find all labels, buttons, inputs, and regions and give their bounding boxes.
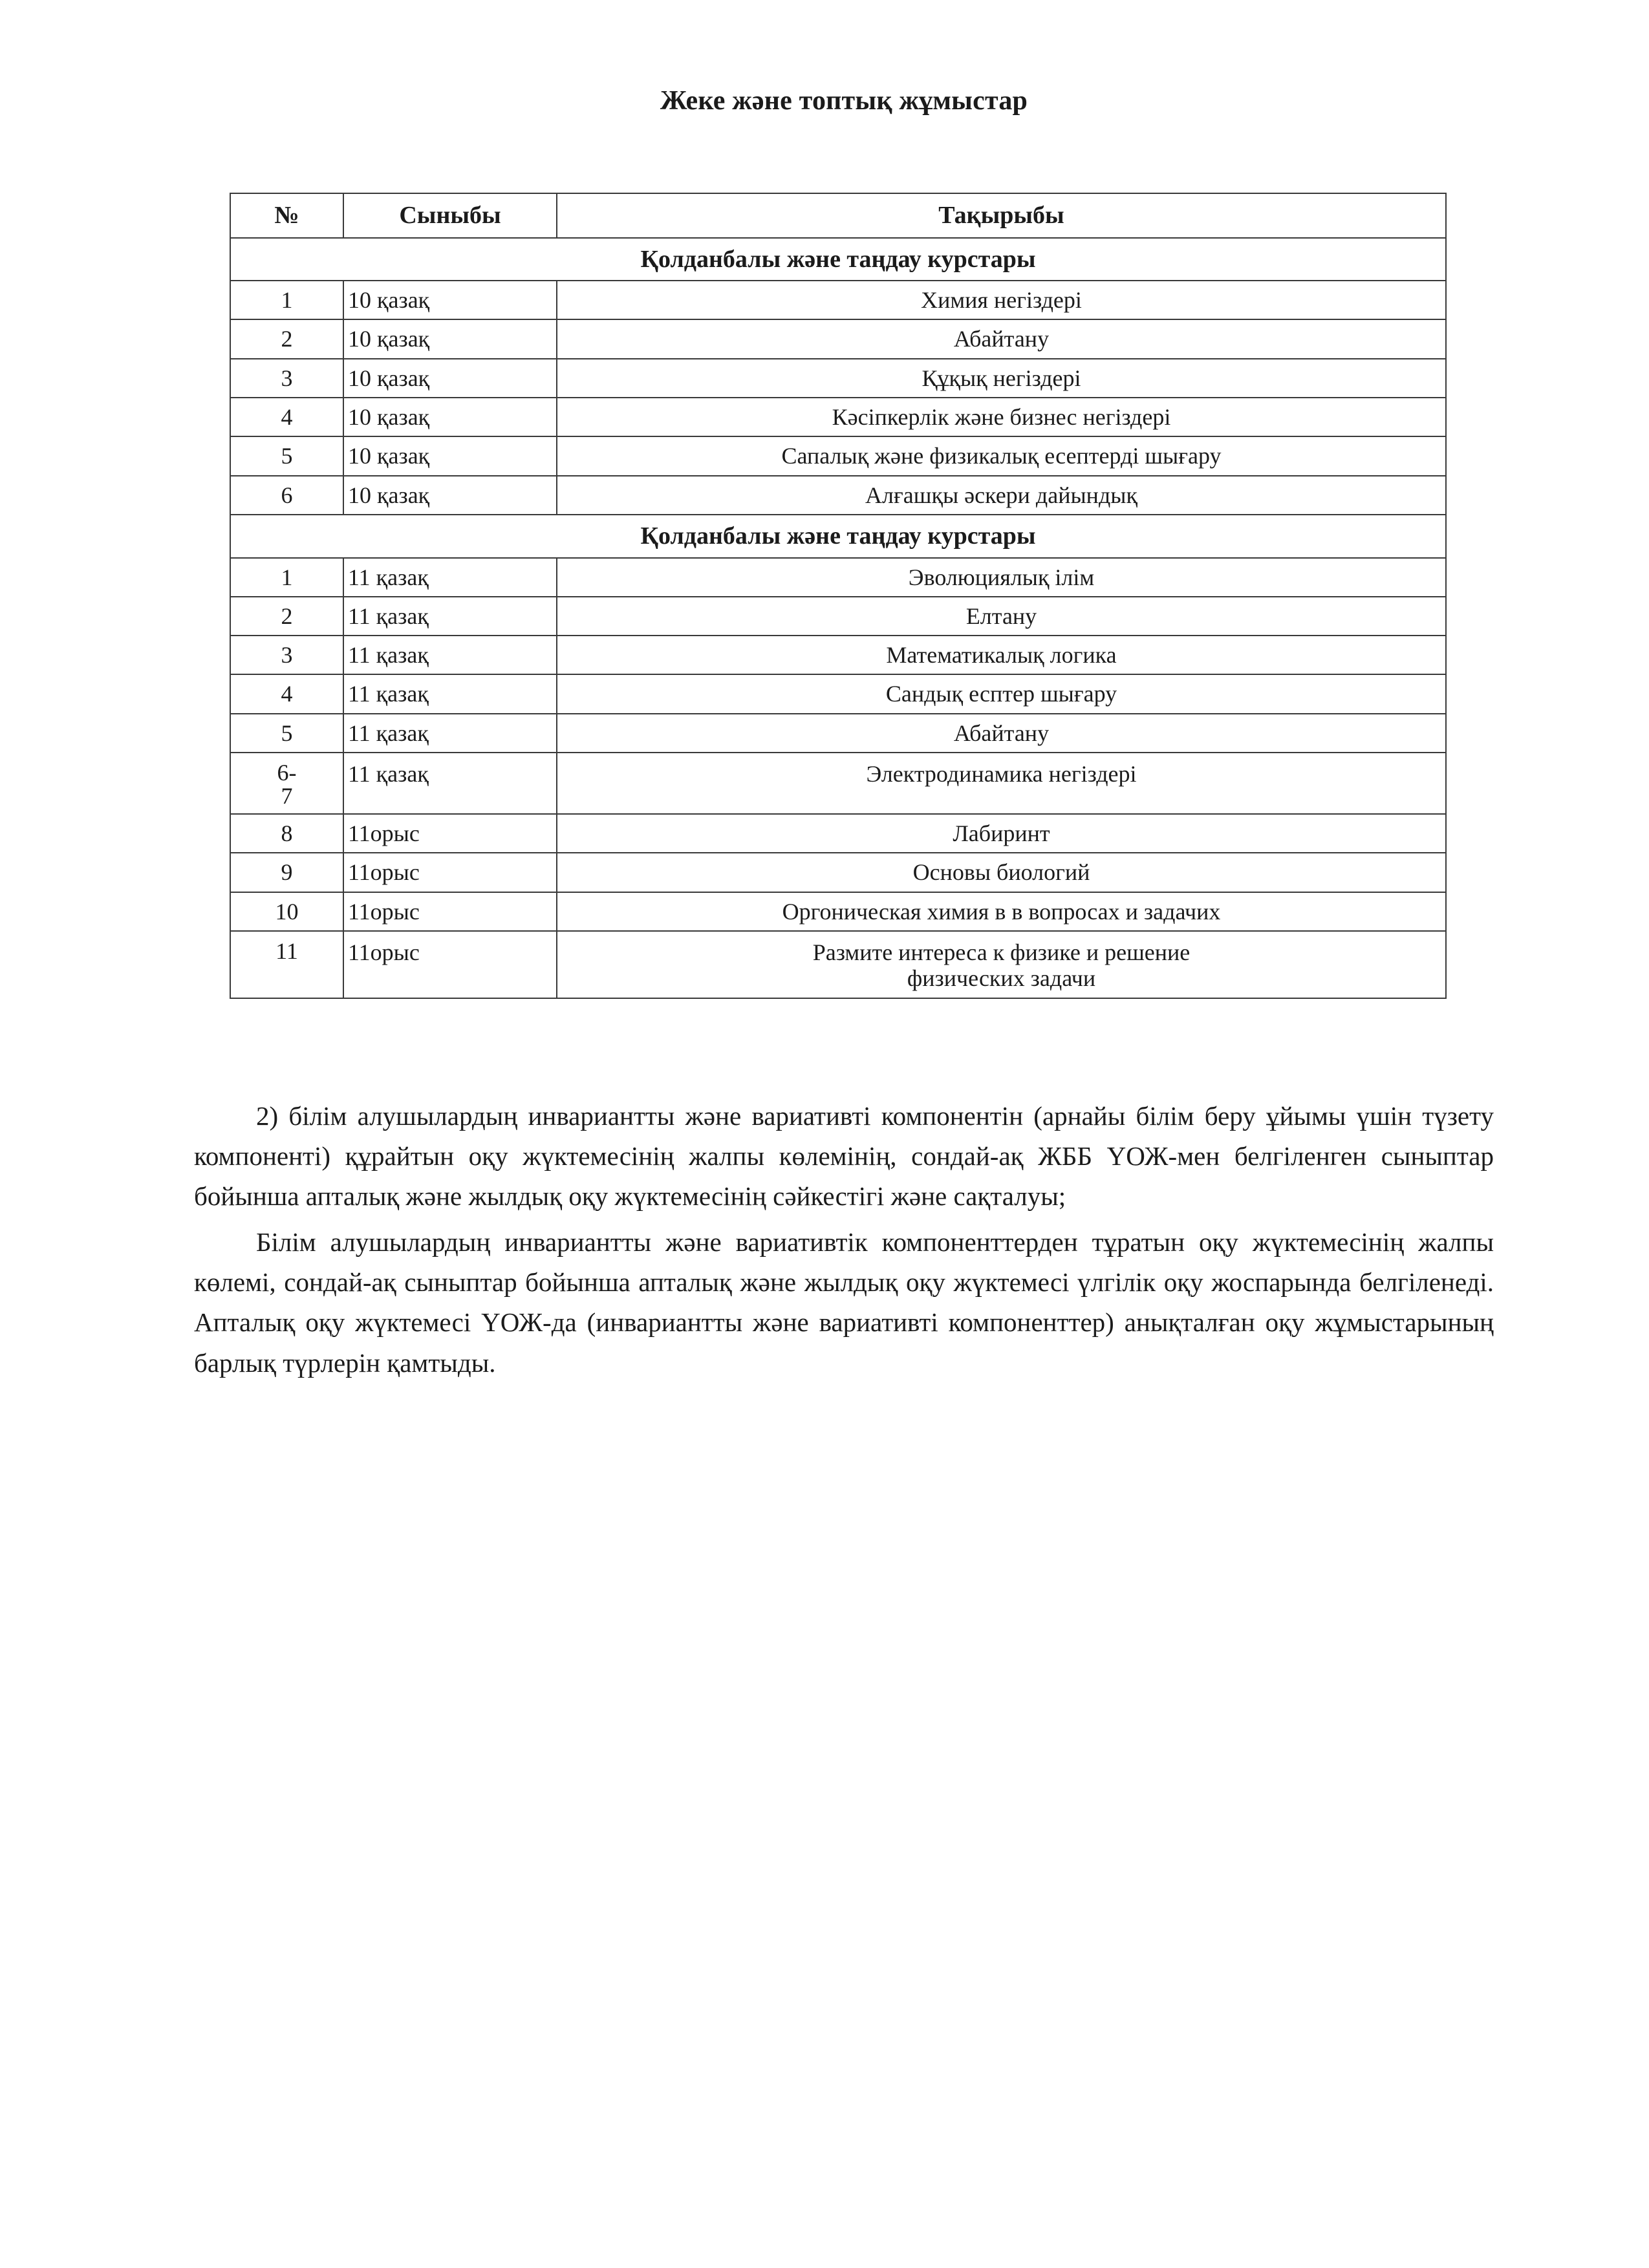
cell-topic-line1: Размите интереса к физике и решение	[812, 939, 1191, 966]
table-row	[230, 853, 1446, 892]
cell-number: 11	[230, 931, 343, 998]
table-row	[230, 281, 1446, 319]
table-row	[230, 359, 1446, 398]
cell-number-line1: 6-	[277, 760, 297, 786]
cell-class: 11 қазақ	[343, 674, 557, 713]
cell-class: 10 қазақ	[343, 359, 557, 398]
table-row	[230, 597, 1446, 636]
cell-class: 11орыс	[343, 892, 557, 931]
cell-class: 11 қазақ	[343, 753, 557, 814]
cell-number: 5	[230, 714, 343, 753]
cell-class: 10 қазақ	[343, 398, 557, 436]
cell-number: 3	[230, 636, 343, 674]
cell-number: 9	[230, 853, 343, 892]
cell-class: 11 қазақ	[343, 558, 557, 597]
table-row	[230, 931, 1446, 998]
body-text	[155, 1096, 1494, 1383]
courses-table	[230, 193, 1447, 999]
cell-topic: Кәсіпкерлік және бизнес негіздері	[557, 398, 1446, 436]
table-row	[230, 674, 1446, 713]
cell-topic: Сапалық және физикалық есептерді шығару	[557, 436, 1446, 475]
section-label-2: Қолданбалы және таңдау курстары	[230, 515, 1446, 558]
cell-topic: Электродинамика негіздері	[557, 753, 1446, 814]
cell-class: 10 қазақ	[343, 319, 557, 358]
cell-topic: Алғашқы әскери дайындық	[557, 476, 1446, 515]
cell-topic: Математикалық логика	[557, 636, 1446, 674]
cell-class: 10 қазақ	[343, 476, 557, 515]
column-header-class: Сыныбы	[343, 193, 557, 238]
cell-number: 10	[230, 892, 343, 931]
cell-number: 2	[230, 319, 343, 358]
cell-topic: Оргоническая химия в в вопросах и задачих	[557, 892, 1446, 931]
cell-topic: Құқық негіздері	[557, 359, 1446, 398]
table-row	[230, 398, 1446, 436]
cell-topic: Елтану	[557, 597, 1446, 636]
table-header-row	[230, 193, 1446, 238]
table-row	[230, 814, 1446, 853]
table-section-heading-1	[230, 238, 1446, 281]
cell-class: 11орыс	[343, 931, 557, 998]
column-header-number: №	[230, 193, 343, 238]
table-row	[230, 319, 1446, 358]
courses-table-wrapper	[204, 193, 1445, 999]
section-label-1: Қолданбалы және таңдау курстары	[230, 238, 1446, 281]
cell-number: 1	[230, 558, 343, 597]
page-title: Жеке және топтық жұмыстар	[660, 86, 1028, 116]
table-section-heading-2	[230, 515, 1446, 558]
cell-class: 11 қазақ	[343, 714, 557, 753]
cell-topic: Химия негіздері	[557, 281, 1446, 319]
cell-topic: Абайтану	[557, 319, 1446, 358]
cell-number: 4	[230, 398, 343, 436]
cell-topic: Лабиринт	[557, 814, 1446, 853]
cell-topic: Основы биологий	[557, 853, 1446, 892]
cell-topic-line2: физических задачи	[907, 965, 1096, 992]
table-header	[230, 193, 1446, 238]
cell-number: 6	[230, 476, 343, 515]
cell-class: 11орыс	[343, 853, 557, 892]
cell-number: 4	[230, 674, 343, 713]
cell-topic: Абайтану	[557, 714, 1446, 753]
cell-topic	[557, 931, 1446, 998]
paragraph-1: 2) білім алушылардың инвариантты және вариативті компонентін (арнайы білім беру ұйымы үшін түзету компоненті) құрайтын оқу жүктемесінің жалпы көлемінің, сондай-ақ ЖББ ҮОЖ-мен белгіленген сыныптар бойынша апталық және жылдық оқу жүктемесінің сәйкестігі және сақталуы;	[194, 1100, 1494, 1212]
cell-number: 2	[230, 597, 343, 636]
table-row	[230, 476, 1446, 515]
cell-number: 1	[230, 281, 343, 319]
table-row	[230, 714, 1446, 753]
cell-topic: Эволюциялық ілім	[557, 558, 1446, 597]
cell-topic: Сандық есптер шығару	[557, 674, 1446, 713]
column-header-topic: Тақырыбы	[557, 193, 1446, 238]
cell-class: 10 қазақ	[343, 436, 557, 475]
cell-class: 11орыс	[343, 814, 557, 853]
table-row	[230, 436, 1446, 475]
cell-number: 3	[230, 359, 343, 398]
cell-class: 10 қазақ	[343, 281, 557, 319]
table-row	[230, 636, 1446, 674]
table-row	[230, 753, 1446, 814]
paragraph-2: Білім алушылардың инвариантты және вариативтік компоненттерден тұратын оқу жүктемесінің жалпы көлемі, сондай-ақ сыныптар бойынша апталық және жылдық оқу жүктемесі үлгілік оқу жоспарында белгіленеді. Апталық оқу жүктемесі ҮОЖ-да (инвариантты және вариативті компоненттер) анықталған оқу жұмыстарының барлық түрлерін қамтыды.	[194, 1226, 1494, 1378]
cell-number: 5	[230, 436, 343, 475]
cell-number-line2: 7	[281, 783, 293, 809]
table-row	[230, 558, 1446, 597]
table-row	[230, 892, 1446, 931]
cell-class: 11 қазақ	[343, 636, 557, 674]
cell-number	[230, 753, 343, 814]
cell-class: 11 қазақ	[343, 597, 557, 636]
table-body	[230, 238, 1446, 998]
cell-number: 8	[230, 814, 343, 853]
